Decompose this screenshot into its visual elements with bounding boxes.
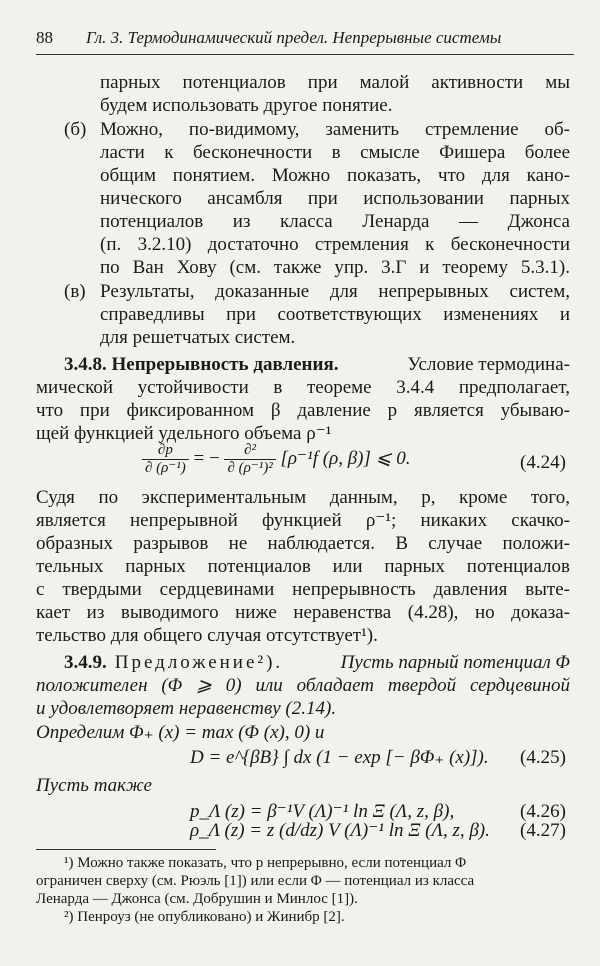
footnote-rule <box>36 849 216 850</box>
text-line: нического ансамбля при использовании парных <box>100 188 570 209</box>
equation-4-27: ρ_Λ (z) = z (d/dz) V (Λ)⁻¹ ln Ξ (Λ, z, β). <box>190 820 490 841</box>
section-3-4-8-first-line <box>64 354 570 376</box>
text-line: тельство для общего случая отсутствует¹). <box>36 625 378 646</box>
running-title: Гл. 3. Термодинамический предел. Непрерывные системы <box>86 28 502 47</box>
text-line: образных разрывов не наблюдается. В случае положи- <box>36 533 570 554</box>
text-line: потенциалов из класса Ленарда — Джонса <box>100 211 570 232</box>
footnote-2: ²) Пенроуз (не опубликовано) и Жинибр [2]. <box>64 909 345 925</box>
text-line: парных потенциалов при малой активности мы <box>100 72 570 93</box>
text-line: Можно, по-видимому, заменить стремление об- <box>100 119 570 140</box>
text-line: общим понятием. Можно показать, что для кано- <box>100 165 570 186</box>
header-rule <box>36 54 574 55</box>
equation-number: (4.24) <box>520 452 566 473</box>
text-line: Судя по экспериментальным данным, p, кроме того, <box>36 487 570 508</box>
text-line: является непрерывной функцией ρ⁻¹; никаких скачко- <box>36 510 570 531</box>
fraction <box>224 442 275 477</box>
text-line: положителен (Φ ⩾ 0) или обладает твердой сердцевиной <box>36 675 570 696</box>
equation-4-25: D = e^{βB} ∫ dx (1 − exp [− βΦ₊ (x)]). <box>190 747 489 768</box>
text-line: щей функцией удельного объема ρ⁻¹ <box>36 423 332 444</box>
fraction <box>142 442 189 477</box>
denominator: ∂ (ρ⁻¹) <box>145 460 186 476</box>
text-fragment: Условие термодина- <box>407 354 570 375</box>
text-line: тельных парных потенциалов или парных потенциалов <box>36 556 570 577</box>
equation-number: (4.26) <box>520 801 566 822</box>
equation-4-26: p_Λ (z) = β⁻¹V (Λ)⁻¹ ln Ξ (Λ, z, β), <box>190 801 455 822</box>
text-line: ласти к бесконечности в смысле Фишера более <box>100 142 570 163</box>
equation-operator: = − <box>193 447 220 469</box>
text-line: что при фиксированном β давление p является убываю- <box>36 400 570 421</box>
text-line: для решетчатых систем. <box>100 327 296 348</box>
equation-number: (4.27) <box>520 820 566 841</box>
numerator: ∂p <box>142 442 189 460</box>
text-line: и удовлетворяет неравенству (2.14). <box>36 698 337 719</box>
text-line: кает из выводимого ниже неравенства (4.28), но доказа- <box>36 602 570 623</box>
text-line: мической устойчивости в теореме 3.4.4 предполагает, <box>36 377 570 398</box>
numerator: ∂² <box>224 442 275 460</box>
list-marker-b: (б) <box>64 119 87 140</box>
equation-number: (4.25) <box>520 747 566 768</box>
proposition-label: Предложение²). <box>114 652 284 673</box>
text-fragment: Пусть парный потенциал Φ <box>340 652 570 673</box>
text-line: Результаты, доказанные для непрерывных систем, <box>100 281 570 302</box>
text-line: по Ван Хову (см. также упр. 3.Г и теорему 5.3.1). <box>100 257 570 278</box>
denominator: ∂ (ρ⁻¹)² <box>227 460 273 476</box>
running-header <box>36 26 564 54</box>
list-marker-v: (в) <box>64 281 86 302</box>
text-line: будем использовать другое понятие. <box>100 95 393 116</box>
section-heading-3-4-9: 3.4.9. <box>64 652 107 673</box>
text-line: с твердыми сердцевинами непрерывность давления выте- <box>36 579 570 600</box>
text-line: Определим Φ₊ (x) = max (Φ (x), 0) и <box>36 722 325 743</box>
text-line: Пусть также <box>36 775 152 796</box>
equation-tail: [ρ⁻¹f (ρ, β)] ⩽ 0. <box>280 447 411 469</box>
section-3-4-9-first-line <box>64 652 570 674</box>
equation-4-24 <box>142 442 411 477</box>
footnote-1-cont: ограничен сверху (см. Рюэль [1]) или если Φ — потенциал из класса <box>36 873 475 889</box>
text-line: справедливы при соответствующих изменениях и <box>100 304 570 325</box>
section-heading-3-4-8: 3.4.8. Непрерывность давления. <box>64 354 339 375</box>
footnote-1: ¹) Можно также показать, что p непрерывно, если потенциал Φ <box>64 855 467 871</box>
footnote-1-cont: Ленарда — Джонса (см. Добрушин и Минлос [1]). <box>36 891 358 907</box>
text-line: (п. 3.2.10) достаточно стремления к бесконечности <box>100 234 570 255</box>
page-number: 88 <box>36 28 53 47</box>
